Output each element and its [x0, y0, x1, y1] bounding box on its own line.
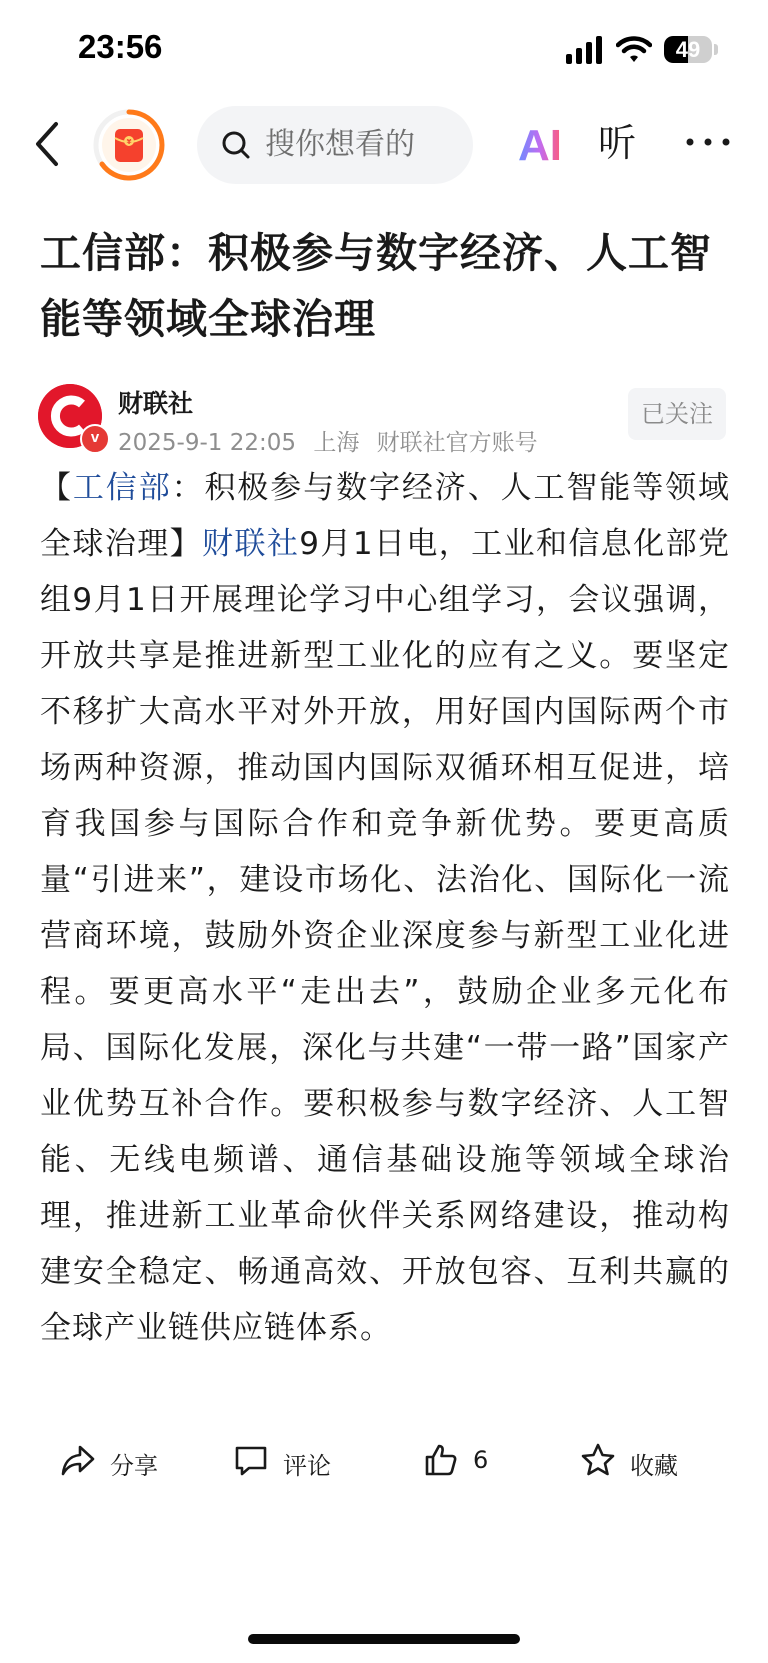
cellular-signal-icon: [565, 36, 605, 66]
article-title: 工信部：积极参与数字经济、人工智能等领域全球治理: [40, 229, 712, 343]
svg-text:¥: ¥: [126, 138, 132, 146]
comment-label: 评论: [283, 1452, 331, 1480]
battery-cap: [714, 44, 718, 55]
battery-level: 49: [675, 37, 701, 62]
share-label: 分享: [110, 1452, 158, 1480]
author-name[interactable]: 财联社: [118, 389, 194, 418]
star-icon: [580, 1442, 616, 1478]
bracket-open: 【: [40, 470, 73, 506]
ai-label: AI: [518, 121, 562, 170]
status-bar: [0, 0, 768, 100]
publish-location: 上海: [313, 430, 360, 456]
topic-link[interactable]: 工信部: [72, 470, 172, 506]
listen-button[interactable]: 听: [598, 121, 637, 165]
home-indicator[interactable]: [248, 1634, 520, 1644]
status-time: 23:56: [78, 28, 163, 65]
more-icon[interactable]: [683, 122, 733, 162]
favorite-button[interactable]: [580, 1438, 710, 1488]
author-row: [38, 382, 730, 462]
headline-text: ：积极参与数字经济、人工智能等领域全球治理】: [40, 470, 731, 562]
share-button[interactable]: [60, 1438, 170, 1488]
search-placeholder: 搜你想看的: [265, 127, 415, 162]
comment-button[interactable]: [233, 1438, 343, 1488]
source-link[interactable]: 财联社: [202, 526, 300, 562]
publish-date: 2025-9-1 22:05: [118, 430, 296, 456]
favorite-label: 收藏: [630, 1452, 678, 1480]
verified-badge-icon: v: [80, 424, 110, 454]
search-input[interactable]: [197, 106, 473, 184]
back-icon[interactable]: [28, 116, 68, 172]
top-nav-bar: [0, 100, 768, 190]
account-type: 财联社官方账号: [376, 430, 538, 456]
like-button[interactable]: [423, 1438, 503, 1488]
body-paragraph: 9月1日电，工业和信息化部党组9月1日开展理论学习中心组学习，会议强调，开放共享是推进新型工业化的应有之义。要坚定不移扩大高水平对外开放，用好国内国际两个市场两种资源，推动国内国际双循环相互促进，培育我国参与国际合作和竞争新优势。要更高质量“引进来”，建设市场化、法治化、国际化一流营商环境，鼓励外资企业深度参与新型工业化进程。要更高水平“走出去”，鼓励企业多元化布局、国际化发展，深化与共建“一带一路”国家产业优势互补合作。要积极参与数字经济、人工智能、无线电频谱、通信基础设施等领域全球治理，推进新工业革命伙伴关系网络建设，推动构建安全稳定、畅通高效、开放包容、互利共赢的全球产业链供应链体系。: [40, 526, 731, 1346]
wifi-icon: [616, 34, 652, 64]
bottom-action-bar: [0, 1428, 768, 1498]
follow-button[interactable]: 已关注: [628, 388, 726, 440]
comment-icon: [233, 1442, 269, 1478]
thumbs-up-icon: [423, 1442, 459, 1478]
share-icon: [60, 1442, 96, 1478]
search-icon: [219, 128, 253, 162]
article-body: [40, 460, 730, 1356]
author-meta: [118, 424, 538, 457]
battery-icon: [664, 36, 712, 63]
red-packet-icon[interactable]: [92, 108, 166, 182]
ai-assistant-button[interactable]: [512, 112, 568, 176]
like-count: 6: [473, 1446, 489, 1474]
